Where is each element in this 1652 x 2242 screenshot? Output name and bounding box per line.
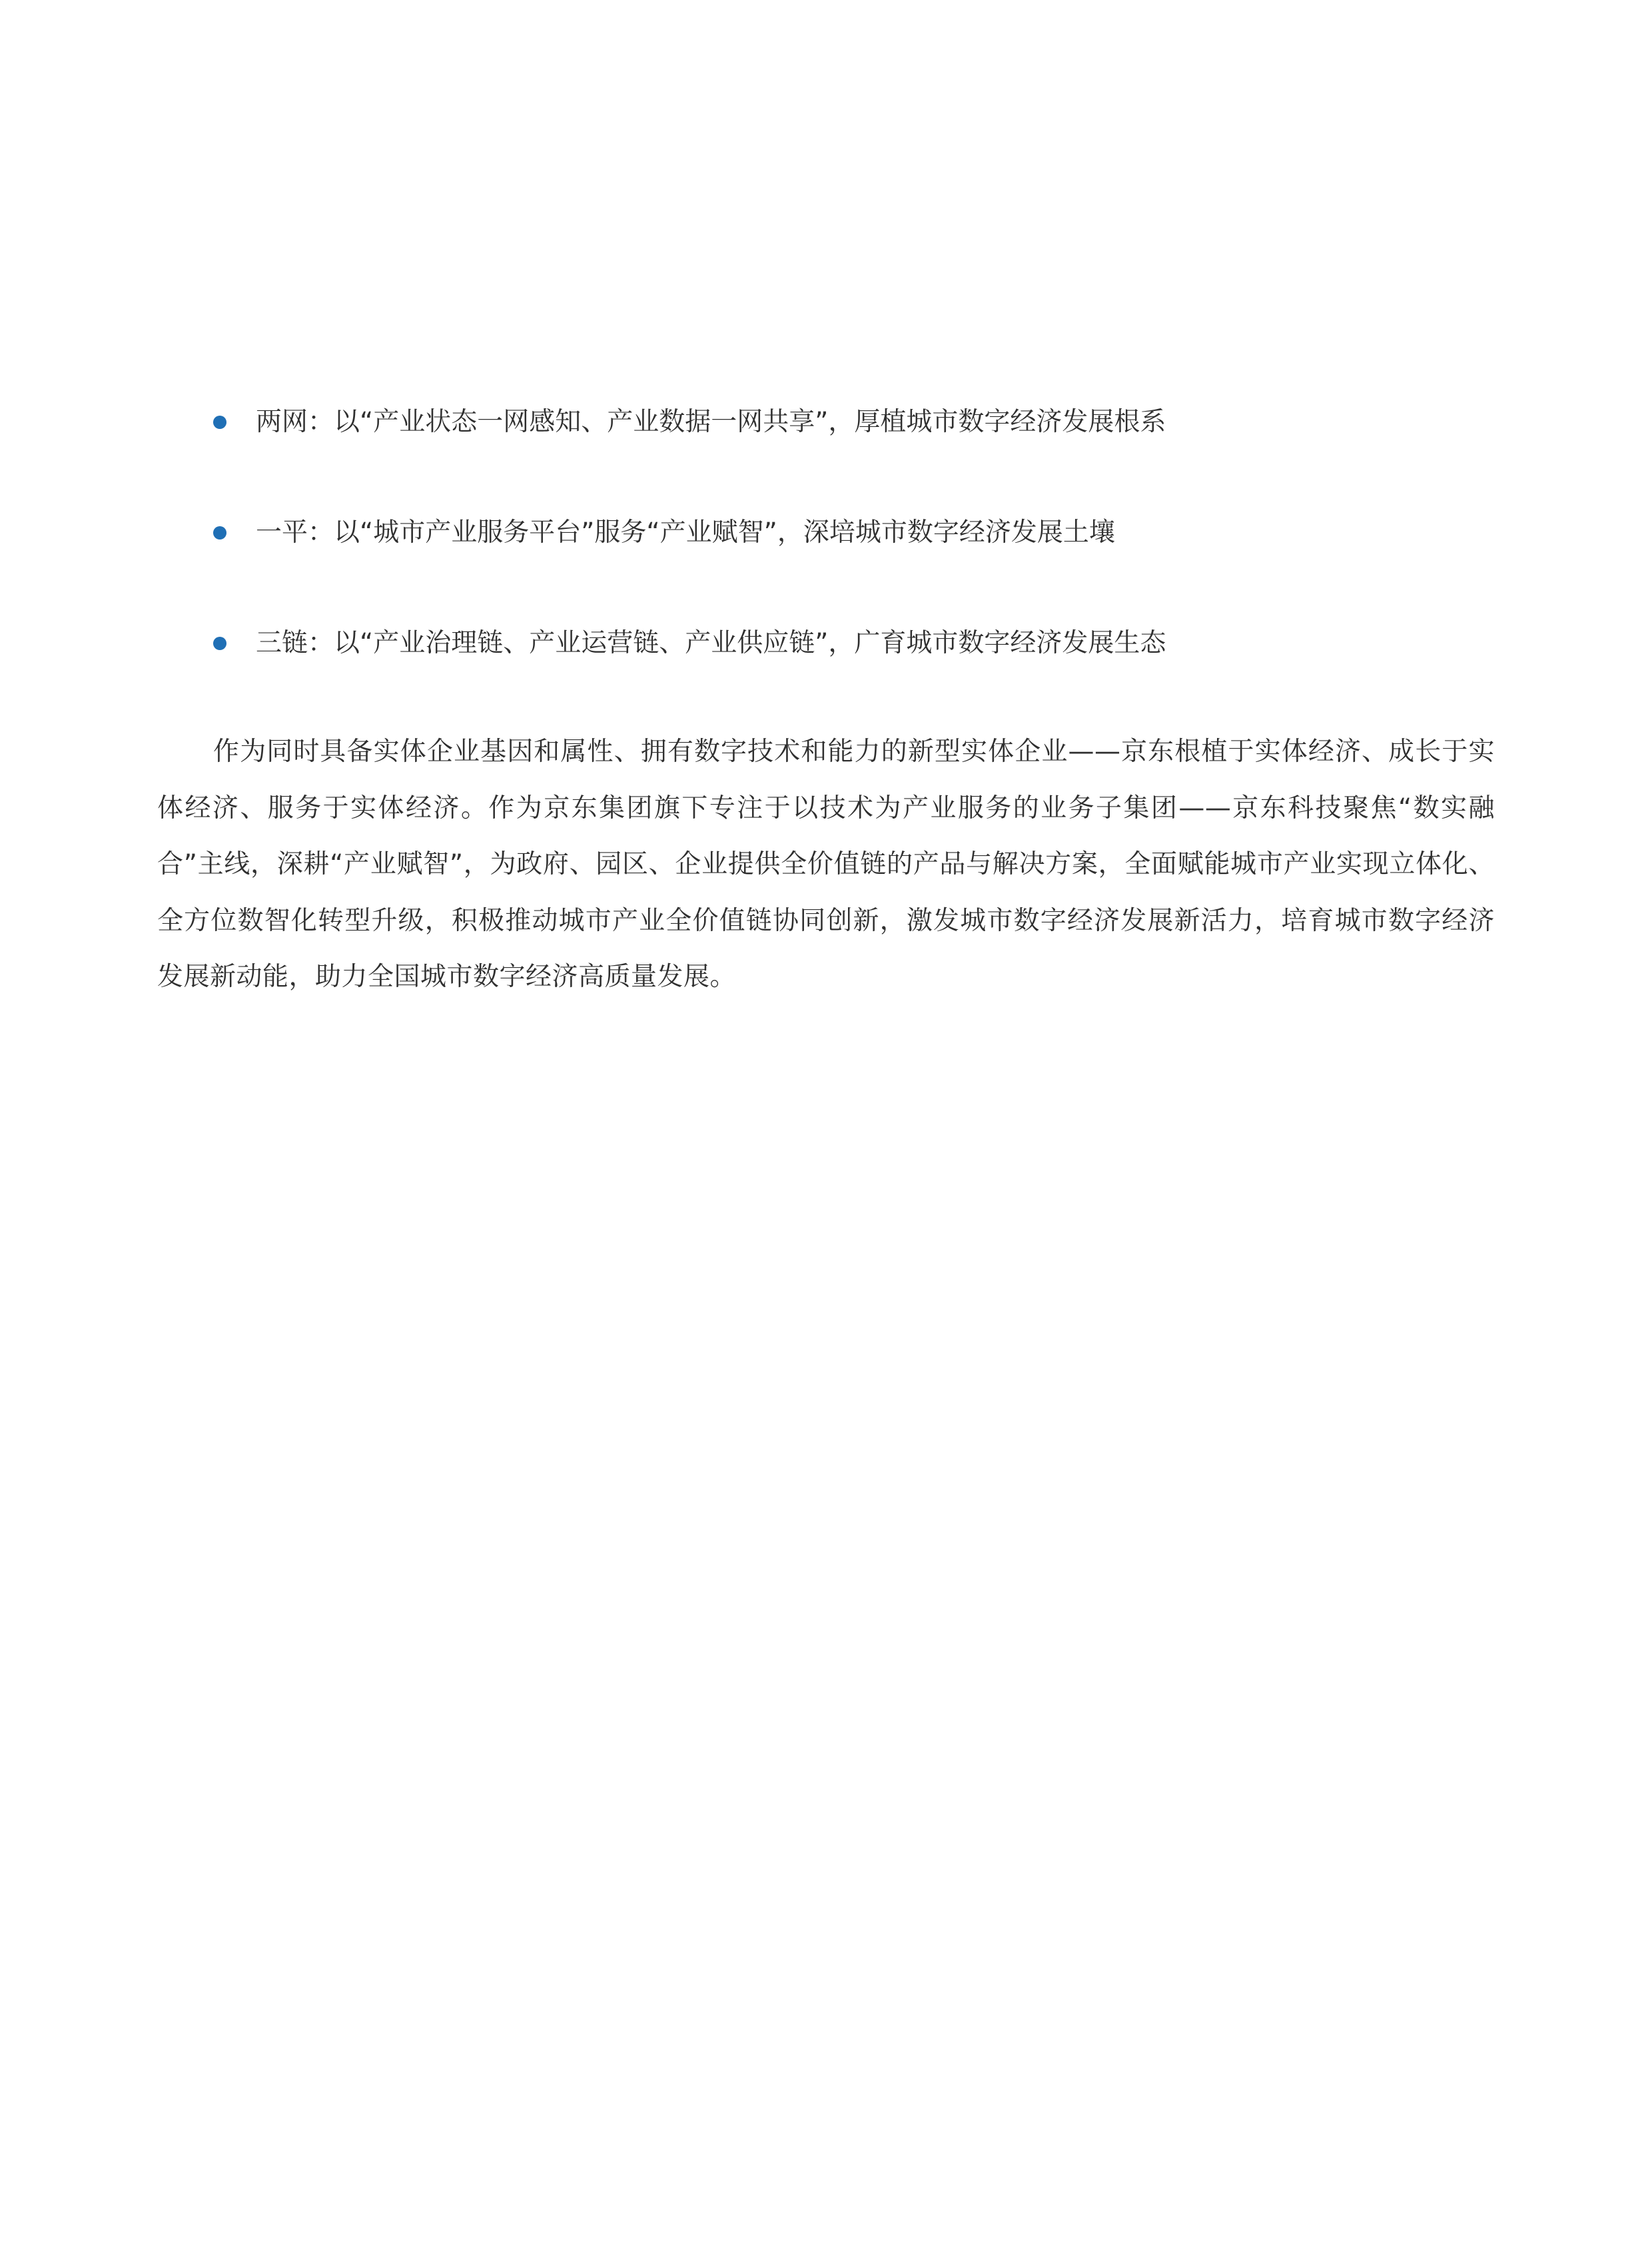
bullet-dot-icon	[213, 637, 226, 650]
bullet-dot-icon	[213, 416, 226, 429]
body-paragraph: 作为同时具备实体企业基因和属性、拥有数字技术和能力的新型实体企业——京东根植于实体经济、成长于实体经济、服务于实体经济。作为京东集团旗下专注于以技术为产业服务的业务子集团——京东科技聚焦“数实融合”主线，深耕“产业赋智”，为政府、园区、企业提供全价值链的产品与解决方案，全面赋能城市产业实现立体化、全方位数智化转型升级，积极推动城市产业全价值链协同创新，激发城市数字经济发展新活力，培育城市数字经济发展新动能，助力全国城市数字经济高质量发展。	[157, 737, 1495, 992]
bullet-item-three-chains	[213, 621, 1479, 666]
bullet-list	[213, 400, 1479, 731]
bullet-text: 两网：以“产业状态一网感知、产业数据一网共享”，厚植城市数字经济发展根系	[256, 407, 1166, 437]
bullet-text: 一平：以“城市产业服务平台”服务“产业赋智”，深培城市数字经济发展土壤	[256, 518, 1115, 548]
bullet-item-two-networks	[213, 400, 1479, 445]
bullet-text: 三链：以“产业治理链、产业运营链、产业供应链”，广育城市数字经济发展生态	[256, 628, 1166, 658]
bullet-item-one-platform	[213, 510, 1479, 556]
bullet-dot-icon	[213, 526, 226, 540]
